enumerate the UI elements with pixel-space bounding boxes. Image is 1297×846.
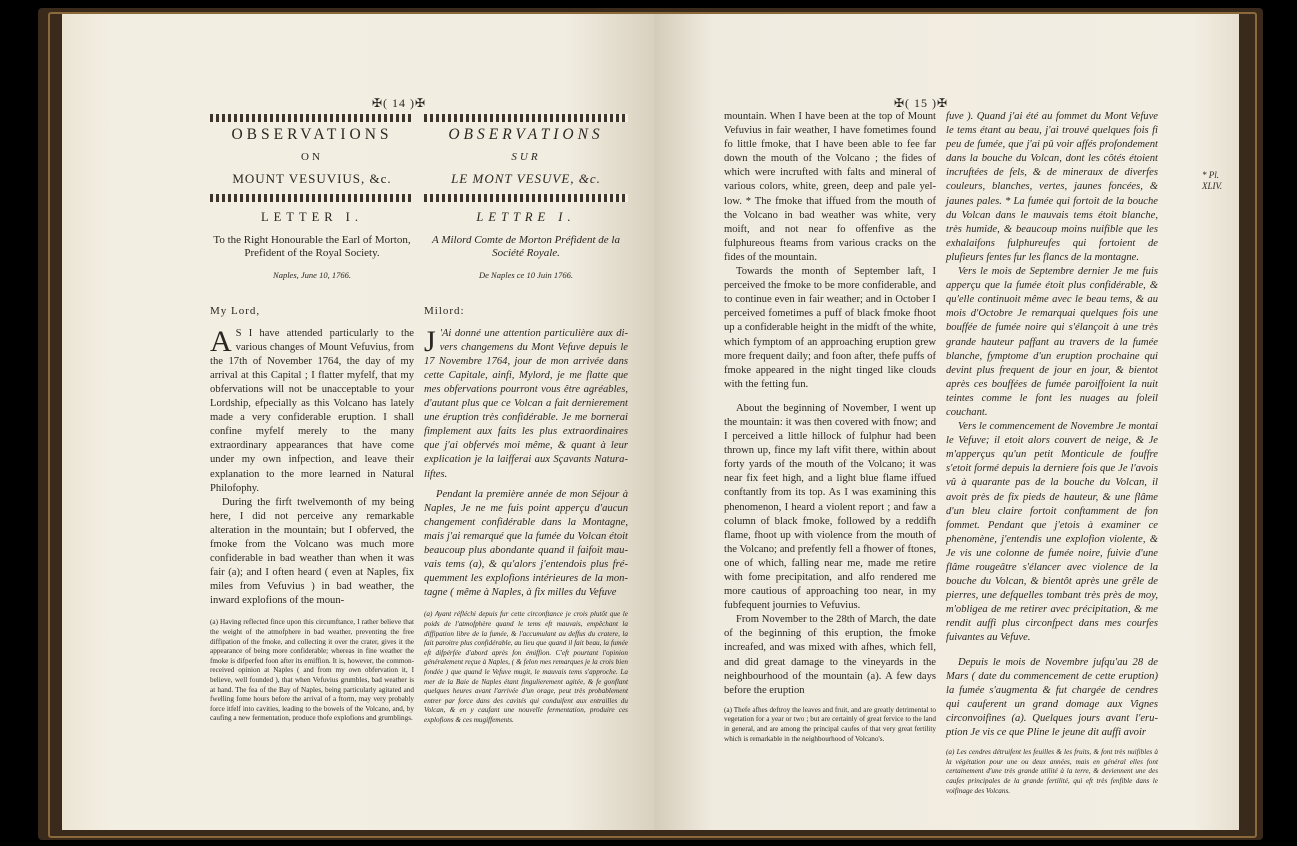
- english-paragraph: From November to the 28th of March, the date of the beginning of this eruption, the fmoke increafed, and was mixed with afhes, which fell, and did great damage to the vineyards in the neighbourhood of the mountain (a). A few days before the eruption: [724, 614, 936, 696]
- english-subject: MOUNT VESUVIUS, &c.: [232, 171, 392, 187]
- english-column: [724, 110, 936, 744]
- french-footnote: (a) Les cendres détruifent les feuilles & les fruits, & font très nuifibles à la végétation pour une ou deux années, mais en général elles font certainement d'une très grande utilité à la terre, & deviennent une des caufes principales de la grande fertilité, qui eft très fenfible dans le voifinage des Volcans.: [946, 748, 1158, 795]
- french-paragraph: Pendant la première année de mon Séjour à Naples, Je ne me fuis point apperçu d'aucun changement confidérable dans la Montagne, mais j'ai remarqué que la fumée du Volcan étoit beaucoup plus abondante quand il faifoit mauvais tems (a), & qu'alors j'entendois plus fréquemment les explofions intérieures de la montagne ( même à Naples, à fix milles du Vefuve: [424, 488, 628, 599]
- drop-cap: J: [424, 324, 436, 358]
- french-footnote: (a) Ayant réfléchi depuis fur cette circonftance je crois plutôt que le poids de l'atmofphère quand le tems eft mauvais, empêchant la diffipation libre de la fumée, & l'accumulant au deffus du cratere, la fait paroitre plus confidérable, au lieu que quand il fait beau, la fumée eft difpérfée d'abord après fon émiffion. C'eft pourtant l'opinion généralement reçue à Naples, ( & felon mes remarques je la crois bien fondée ) que quand le Vefuve mugit, le mauvais tems s'approche. La mer de la Baie de Naples étant fingulierement agitée, & fe gonflant quelques heures avant l'arrivée d'un orage, peut très probablement entrer par force dans des cavités qui conduifent aux entrailles du Volcan, & en y caufant une nouvelle fermentation, produire ces explofions & ces mugiffements.: [424, 610, 628, 724]
- english-on: ON: [301, 151, 323, 164]
- french-letter-heading: LETTRE I.: [476, 210, 576, 225]
- english-footnote: (a) Having reflected fince upon this circumftance, I rather believe that the weight of the atmofphere in bad weather, preventing the free diffipation of the fmoke, and collecting it over the crater, gives it the appearance of being more confiderable; whereas in fine weather the fmoke is difperfed foon after its emiffion. It is, however, the common-received opinion at Naples ( and from my own obfervation it, I believe, well founded ), that when Vefuvius grumbles, bad weather is at hand. The fea of the Bay of Naples, being particularly agitated and fwelling fome hours before the arrival of a ftorm, may very probably force itfelf into cavities, leading to the bowels of the Volcano, and, by caufing a new fermentation, produce thofe explofions and grumblings.: [210, 618, 414, 723]
- ornament-band: [210, 114, 414, 122]
- french-subject: LE MONT VESUVE, &c.: [451, 171, 601, 187]
- french-addressee: A Milord Comte de Morton Préfident de la Société Royale.: [432, 234, 620, 260]
- english-letter-heading: LETTER I.: [261, 210, 363, 225]
- french-salutation: Milord:: [424, 305, 465, 318]
- english-title: OBSERVATIONS: [231, 126, 393, 143]
- english-paragraph: mountain. When I have been at the top of Mount Vefuvius in fair weather, I have fometimes found fo little fmoke, that I have been able to fee far down the mouth of the Volcano ; the fides of which were incrufted with falts and mineral of various colors, white, green, deep and pale yellow. * The fmoke that iffued from the mouth of the Volcano in bad weather was white, very moift, and not near fo offenfive as the fulphureous fteams from various cracks on the fides of the mountain.: [724, 111, 936, 263]
- french-paragraph: Vers le commencement de Novembre Je montai le Vefuve; il etoit alors couvert de neige, & Je m'apperçus qu'un petit Monticule de fouffre s'etoit formé depuis la derniere fois que Je l'avois vû à quarante pas de la bouche du Volcan, il avoit près de fix pieds de hauteur, & une flâme d'un bleu claire fortoit conftamment de fon fommet. Pendant que j'etois à examiner ce phenomène, j'entendis une explofion violente, & Je vis une colonne de fumée noire, fuivie d'une flâme rougeâtre s'élancer avec violence de la bouche du Volcan, & bientôt après une grêle de pierres, une defquelles tombant très près de moy, m'obligea de me retirer avec précipitation, & me rendit auffi plus circonfpect dans mes courfes fuivantes au Vefuve.: [946, 421, 1158, 644]
- margin-note: * Pl. XLIV.: [1202, 170, 1223, 191]
- french-paragraph: 'Ai donné une attention particulière aux divers changemens du Mont Vefuve depuis le 17 Novembre 1764, jour de mon arrivée dans cette Capitale, ainfi, Mylord, je me flatte que mes obfervations pourront vous être agréables, d'autant plus que ce Volcan a fait dernierement une éruption très confidérable. Je me bornerai fimplement aux faits les plus extraordinaires que j'ai obfervés moi même, & quant à leur explication je la laifferai aux Sçavants Naturaliftes.: [424, 327, 628, 480]
- english-paragraph: S I have attended particularly to the various changes of Mount Vefuvius, from the 17th of November 1764, the day of my arrival at this Capital ; I flatter myfelf, that my obfervations will not be unacceptable to your Lordship, efpecially as this Volcano has lately made a very confiderable eruption. I shall confine myfelf merely to the many extraordinary appearances that have come under my own infpection, and leave their explanation to the more learned in Natural Philofophy.: [210, 327, 414, 494]
- english-addressee: To the Right Honourable the Earl of Morton, Prefident of the Royal Society.: [213, 234, 411, 260]
- french-paragraph: Depuis le mois de Novembre jufqu'au 28 de Mars ( date du commencement de cette eruption) la fumée s'augmenta & fut chargée de cendres qui cauferent un grand domage aux Vignes circonvoifines (a). Quelques jours avant l'eruption Je vis ce que Pline le jeune dit auffi avoir: [946, 656, 1158, 739]
- english-salutation: My Lord,: [210, 305, 261, 318]
- french-column: [946, 110, 1158, 796]
- english-paragraph: About the beginning of November, I went up the mountain: it was then covered with fnow; and I perceived a little hillock of fulphur had been thrown up, fince my laft vifit there, within about forty yards of the mouth of the Volcano; it was near fix feet high, and a light blue flame iffued conftantly from its top. As I was examining this phenomenon, I heard a violent report ; and faw a column of black fmoke, followed by a reddifh flame, fhoot up with violence from the mouth of the Volcano; and prefently fell a fhower of ftones, one of which, falling near me, made me retire with fome precipitation, and alfo rendered me more cautious of approaching too near, in my fubfequent journies to Vefuvius.: [724, 402, 936, 612]
- ornament-band: [424, 194, 628, 202]
- english-dateline: Naples, June 10, 1766.: [273, 270, 351, 281]
- french-column: [424, 114, 628, 725]
- left-page: [62, 14, 654, 830]
- french-paragraph: fuve ). Quand j'ai été au fommet du Mont Vefuve le tems étant au beau, j'ai trouvé quelques fois fi peu de fumée, que j'ai pû voir affés profondement dans la bouche du Volcan, dont les côtés étoient incruftées de fels, & de mineraux de diverfes couleurs, blanches, vertes, jaunes foncées, & jaunes pales. * La fumée qui fortoit de la bouche du Volcan dans le mauvais tems étoit blanche, très humide, & beaucoup moins nuifible que les exhalaifons fulphureufes qui fortoient de plufieurs fentes fur les flancs de la montagne.: [946, 111, 1158, 263]
- drop-cap: A: [210, 324, 232, 358]
- english-paragraph: During the firft twelvemonth of my being here, I did not perceive any remarkable alteration in the mountain; but I obferved, the fmoke from the Volcano was much more confiderable in bad weather than when it was fair (a); and I often heard ( even at Naples, fix miles from Vefuvius ) in bad weather, the inward explofions of the moun-: [210, 496, 414, 607]
- french-dateline: De Naples ce 10 Juin 1766.: [479, 270, 573, 281]
- page-number: ✠( 14 )✠: [372, 96, 427, 110]
- english-paragraph: Towards the month of September laft, I perceived the fmoke to be more confiderable, and to continue even in fair weather; and in October I perceived fometimes a puff of black fmoke fhoot up a confiderable height in the midft of the white, which fymptom of an approaching eruption grew more frequent daily; and foon after, thefe puffs of fmoke appeared in the night tinged like clouds with the fetting fun.: [724, 266, 936, 390]
- french-on: SUR: [511, 151, 541, 164]
- french-title: OBSERVATIONS: [448, 126, 604, 143]
- french-paragraph: Vers le mois de Septembre dernier Je me fuis apperçu que la fumée étoit plus confidérable, & qu'elle continuoit même avec le beau tems, & au mois d'Octobre Je remarquai quelques fois une bouffée de fumée noire qui s'élançoit à une très grande hauteur paffant au travers de la fumée blanche, fymptome d'un eruption prochaine qui devint plus frequent de jour en jour, & bientot après ces bouffées de fumée paroiffoient la nuit teintes comme le font les nuages au foleil couchant.: [946, 266, 1158, 418]
- page-number: ✠( 15 )✠: [894, 96, 949, 110]
- ornament-band: [424, 114, 628, 122]
- english-footnote: (a) Thefe afhes deftroy the leaves and fruit, and are greatly detrimental to vegetation for a year or two ; but are certainly of great fervice to the land in general, and are among the principal caufes of that very great fertility which is remarkable in the neighbourhood of Volcano's.: [724, 705, 936, 743]
- english-column: [210, 114, 414, 724]
- right-page: [654, 14, 1239, 830]
- ornament-band: [210, 194, 414, 202]
